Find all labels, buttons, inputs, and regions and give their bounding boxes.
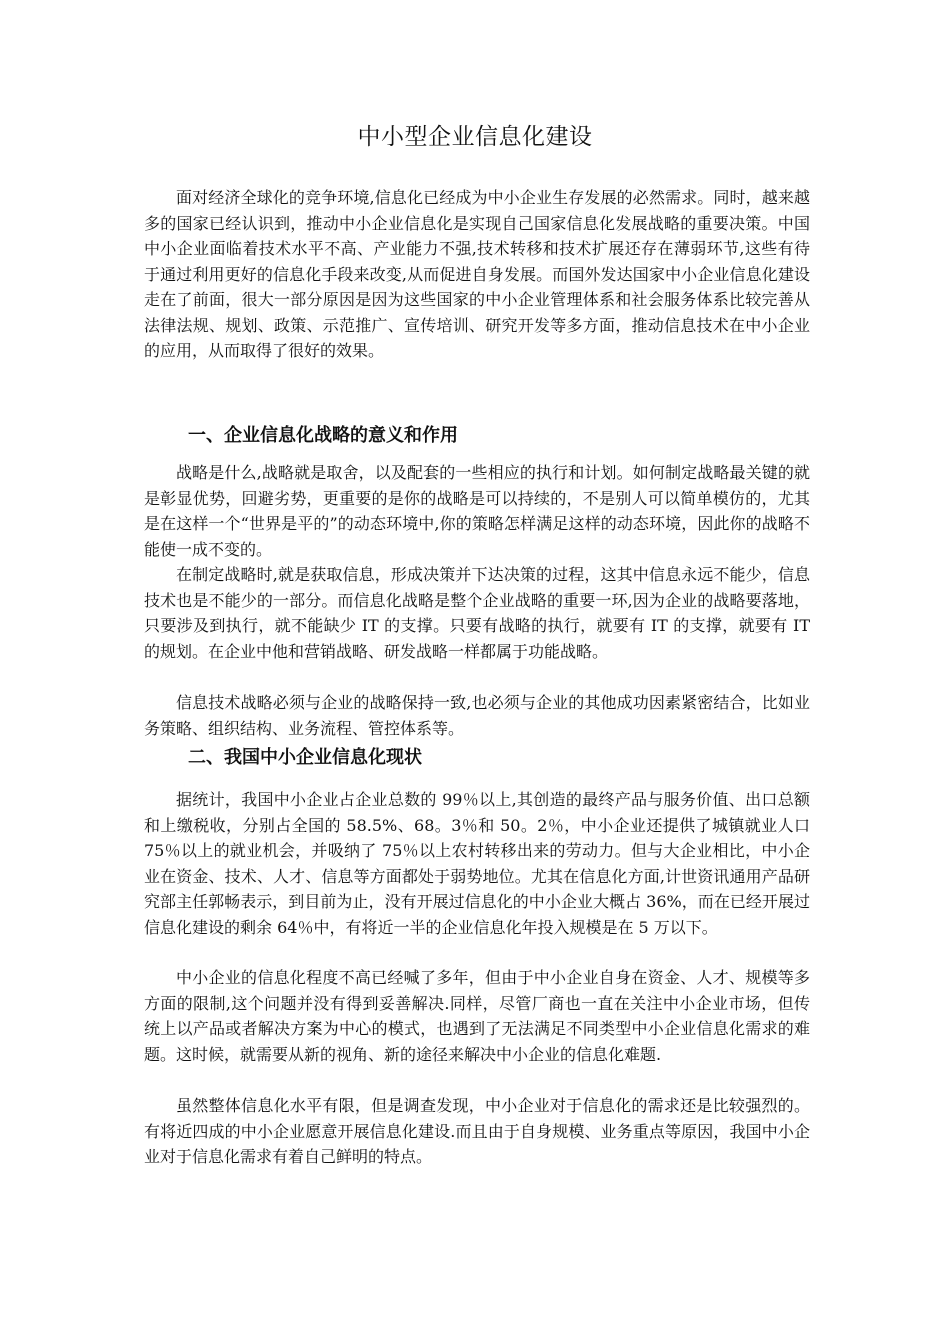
intro-paragraph: 面对经济全球化的竞争环境,信息化已经成为中小企业生存发展的必然需求。同时，越来越多的国家已经认识到，推动中小企业信息化是实现自己国家信息化发展战略的重要决策。中国中小企业面临着技术水平不高、产业能力不强,技术转移和技术扩展还存在薄弱环节,这些有待于通过利用更好的信息化手段来改变,从而促进自身发展。而国外发达国家中小企业信息化建设走在了前面，很大一部分原因是因为这些国家的中小企业管理体系和社会服务体系比较完善从法律法规、规划、政策、示范推广、宣传培训、研究开发等多方面，推动信息技术在中小企业的应用，从而取得了很好的效果。: [144, 188, 810, 360]
section-2-paragraph-3: 虽然整体信息化水平有限，但是调查发现，中小企业对于信息化的需求还是比较强烈的。有将近四成的中小企业愿意开展信息化建设.而且由于自身规模、业务重点等原因，我国中小企业对于信息化需求有着自己鲜明的特点。: [144, 1096, 810, 1166]
section-2-paragraph-1: 据统计，我国中小企业占企业总数的 99％以上,其创造的最终产品与服务价值、出口总额和上缴税收，分别占全国的 58.5%、68。3％和 50。2％，中小企业还提供了城镇就业人口 75％以上的就业机会，并吸纳了 75％以上农村转移出来的劳动力。但与大企业相比，中小企业在资金、技术、人才、信息等方面都处于弱势地位。尤其在信息化方面,计世资讯通用产品研究部主任郭畅表示，到目前为止，没有开展过信息化的中小企业大概占 36%，而在已经开展过信息化建设的剩余 64％中，有将近一半的企业信息化年投入规模是在 5 万以下。: [144, 790, 816, 937]
section-1-paragraph-1: 战略是什么,战略就是取舍，以及配套的一些相应的执行和计划。如何制定战略最关键的就是彰显优势，回避劣势，更重要的是你的战略是可以持续的，不是别人可以简单模仿的，尤其是在这样一个“世界是平的”的动态环境中,你的策略怎样满足这样的动态环境，因此你的战略不能使一成不变的。: [144, 463, 810, 559]
section-1-paragraph-2: 在制定战略时,就是获取信息，形成决策并下达决策的过程，这其中信息永远不能少，信息技术也是不能少的一部分。而信息化战略是整个企业战略的重要一环,因为企业的战略要落地，只要涉及到执行，就不能缺少 IT 的支撑。只要有战略的执行，就要有 IT 的支撑，就要有 IT 的规划。在企业中他和营销战略、研发战略一样都属于功能战略。: [144, 565, 816, 661]
section-2-paragraph-2: 中小企业的信息化程度不高已经喊了多年，但由于中小企业自身在资金、人才、规模等多方面的限制,这个问题并没有得到妥善解决.同样，尽管厂商也一直在关注中小企业市场，但传统上以产品或者解决方案为中心的模式，也遇到了无法满足不同类型中小企业信息化需求的难题。这时候，就需要从新的视角、新的途径来解决中小企业的信息化难题.: [144, 968, 810, 1064]
section-1-heading: 一、企业信息化战略的意义和作用: [188, 425, 458, 446]
section-2-heading: 二、我国中小企业信息化现状: [188, 747, 422, 768]
section-1-paragraph-3: 信息技术战略必须与企业的战略保持一致,也必须与企业的其他成功因素紧密结合，比如业务策略、组织结构、业务流程、管控体系等。: [144, 693, 810, 738]
document-title: 中小型企业信息化建设: [357, 124, 593, 150]
